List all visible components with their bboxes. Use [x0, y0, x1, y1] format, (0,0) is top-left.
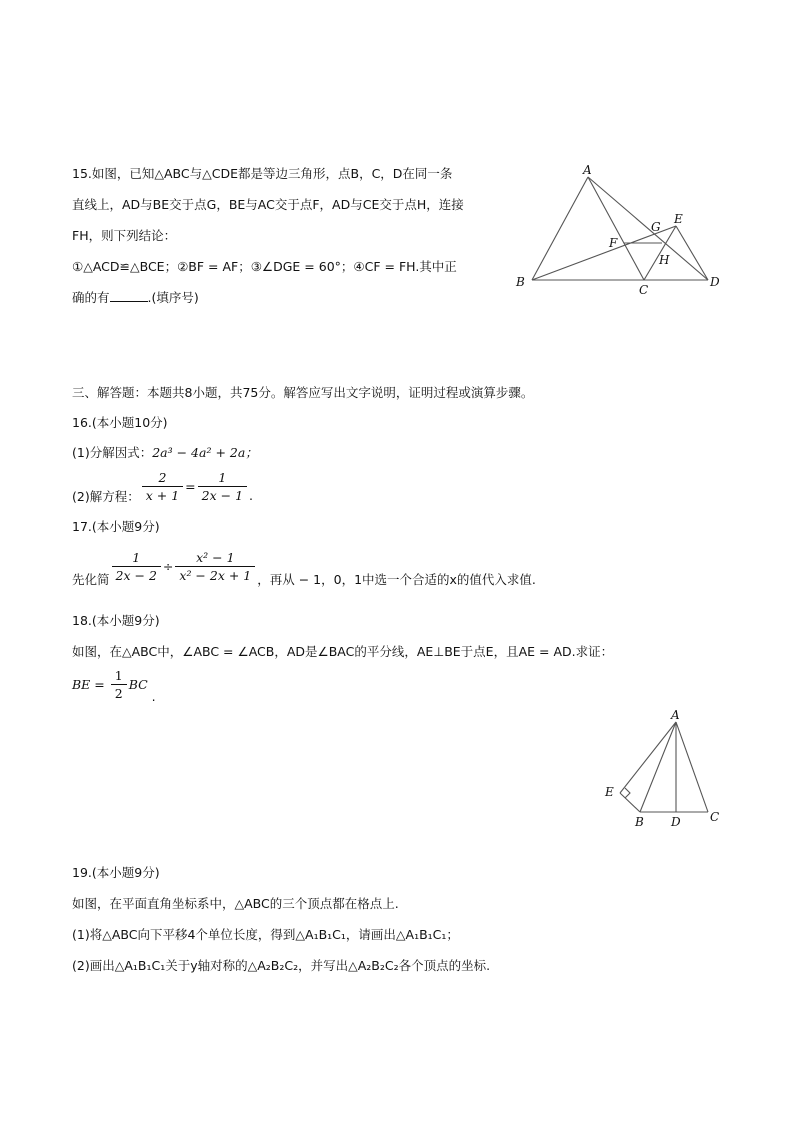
label-c: C — [639, 283, 649, 297]
segment-ae — [620, 722, 676, 793]
segment-ac — [676, 722, 708, 812]
q16-rhs-fraction — [198, 470, 247, 503]
label-f: F — [609, 236, 618, 250]
q15-line-1: 15.如图，已知△ABC与△CDE都是等边三角形，点B，C，D在同一条 — [72, 166, 453, 181]
q16-end: . — [249, 488, 254, 503]
segment-ac — [588, 177, 644, 280]
q17-fraction-1-denominator: 2x − 2 — [115, 568, 157, 583]
q17-prefix: 先化简 — [72, 571, 110, 587]
q18-claim-numerator: 1 — [111, 668, 127, 685]
label-d: D — [710, 275, 720, 289]
q17-fraction-2-denominator: x² − 2x + 1 — [179, 568, 252, 583]
label-g: G — [651, 220, 661, 234]
segment-de — [676, 226, 708, 280]
q17-fraction-1 — [112, 550, 161, 583]
q16-part-1 — [72, 444, 258, 462]
segment-ab — [532, 177, 588, 280]
answer-blank[interactable] — [110, 289, 148, 302]
label-c: C — [710, 810, 720, 824]
q18-claim — [72, 668, 156, 704]
section-3-heading: 三、解答题：本题共8小题，共75分。解答应写出文字说明，证明过程或演算步骤。 — [72, 385, 534, 400]
label-a: A — [671, 708, 680, 722]
q17-fraction-1-numerator: 1 — [112, 550, 161, 567]
q18-claim-denominator: 2 — [114, 686, 123, 701]
q16-equals: = — [185, 479, 196, 494]
q17-suffix: ，再从 − 1，0，1中选一个合适的x的值代入求值. — [257, 571, 536, 587]
q15-line-3: FH，则下列结论： — [72, 228, 177, 243]
q17-fraction-2-numerator: x² − 1 — [175, 550, 255, 567]
q16-title: 16.(本小题10分) — [72, 415, 168, 430]
label-d: D — [671, 815, 681, 829]
q16-part-1-label: (1)分解因式： — [72, 445, 153, 460]
label-a: A — [583, 163, 592, 177]
q18-claim-end: . — [151, 689, 156, 704]
q15-line-2: 直线上，AD与BE交于点G，BE与AC交于点F，AD与CE交于点H，连接 — [72, 197, 464, 212]
q15-line-5 — [72, 289, 199, 307]
q16-rhs-numerator: 1 — [198, 470, 247, 487]
q18-figure — [600, 705, 730, 830]
q15-line-4: ①△ACD≌△BCE；②BF = AF；③∠DGE = 60°；④CF = FH.其中正 — [72, 259, 457, 274]
q16-lhs-numerator: 2 — [142, 470, 183, 487]
q18-title: 18.(本小题9分) — [72, 613, 160, 628]
segment-be — [532, 226, 676, 280]
q17-fraction-2 — [175, 550, 255, 583]
q18-claim-fraction — [111, 668, 127, 701]
q18-body: 如图，在△ABC中，∠ABC = ∠ACB，AD是∠BAC的平分线，AE⊥BE于点E，且AE = AD.求证： — [72, 644, 614, 659]
q16-rhs-denominator: 2x − 1 — [201, 488, 244, 503]
label-b: B — [635, 815, 644, 829]
q16-lhs-fraction — [142, 470, 183, 503]
label-b: B — [516, 275, 525, 289]
right-angle-mark — [625, 788, 630, 798]
q16-lhs-denominator: x + 1 — [145, 488, 180, 503]
q18-claim-rhs: BC — [128, 677, 148, 692]
q19-title: 19.(本小题9分) — [72, 865, 160, 880]
q18-claim-lhs: BE = — [72, 677, 109, 692]
q15-line-5-text: 确的有 — [72, 290, 110, 305]
q16-part-2 — [72, 470, 253, 503]
label-e: E — [605, 785, 614, 799]
q19-part-2: (2)画出△A₁B₁C₁关于y轴对称的△A₂B₂C₂，并写出△A₂B₂C₂各个顶点的坐标. — [72, 958, 491, 973]
q19-part-1: (1)将△ABC向下平移4个单位长度，得到△A₁B₁C₁，请画出△A₁B₁C₁； — [72, 927, 459, 942]
label-e: E — [674, 212, 683, 226]
q17-title: 17.(本小题9分) — [72, 519, 160, 534]
q16-part-1-expression: 2a³ − 4a² + 2a； — [152, 445, 258, 460]
q15-figure — [510, 160, 730, 300]
segment-ab — [640, 722, 676, 812]
q15-line-5-end: .(填序号) — [147, 290, 199, 305]
segment-eb — [620, 793, 640, 812]
q16-part-2-label: (2)解方程： — [72, 488, 140, 504]
q17-body — [72, 550, 536, 587]
label-h: H — [659, 253, 670, 267]
q19-body: 如图，在平面直角坐标系中，△ABC的三个顶点都在格点上. — [72, 896, 399, 911]
q17-divide: ÷ — [162, 559, 174, 574]
segment-ad — [588, 177, 708, 280]
